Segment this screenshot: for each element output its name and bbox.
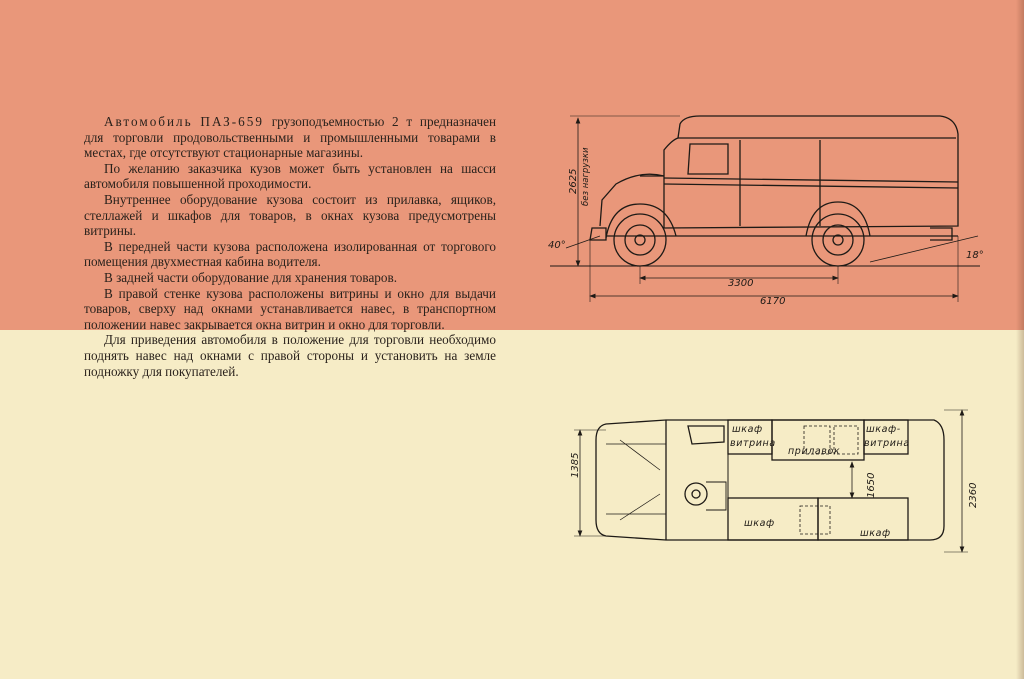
belt-line-lower xyxy=(664,184,958,188)
cabinet-bottom-right-label: шкаф xyxy=(860,528,891,539)
cabinet-right-label: шкаф- xyxy=(866,424,901,435)
paragraph-right-wall: В правой стенке кузова расположены витрины и окно для выдачи товаров, сверху над окнами устанавливается навес, в транспортном положении навес закрывается окна витрин и окно для торговли. xyxy=(84,285,496,332)
belt-line xyxy=(664,178,958,182)
front-angle-label: 40° xyxy=(548,240,566,251)
height-dim-label: 2625 xyxy=(568,168,579,194)
bumper xyxy=(590,228,606,240)
cabinet-left-label: шкаф xyxy=(732,424,763,435)
van-body-outline xyxy=(664,116,958,228)
rear-angle-label: 18° xyxy=(966,250,984,261)
cab-seat xyxy=(688,426,724,444)
side-view-drawing xyxy=(550,116,980,302)
intro-rest: грузоподъемностью 2 т предназначен для торговли продовольственными и промышленными товарами в местах, где отсутствуют стационарные магазины. xyxy=(84,114,497,161)
length-dim-label: 6170 xyxy=(760,296,786,307)
paragraph-cab: В передней части кузова расположена изолированная от торгового помещения двухместная кабина водителя. xyxy=(84,238,496,270)
plan-view-drawing xyxy=(574,410,968,552)
rear-wheel xyxy=(812,214,864,266)
paragraph-rear: В задней части оборудование для хранения товаров. xyxy=(104,269,398,285)
cab-width-dim-label: 1385 xyxy=(570,452,581,478)
rear-bumper xyxy=(930,228,952,240)
counter-label: прилавок xyxy=(788,446,841,457)
vehicle-model: ПАЗ-659 xyxy=(200,114,264,129)
showcase-left-label: витрина xyxy=(730,438,776,449)
intro-word: Автомобиль xyxy=(104,114,193,129)
paragraph-equipment: Внутреннее оборудование кузова состоит из прилавка, ящиков, стеллажей и шкафов для товаров, в окнах кузова предусмотрены витрины. xyxy=(84,191,496,239)
wheel-arch-rear xyxy=(806,202,870,236)
paragraph-trade-mode: Для приведения автомобиля в положение для торговли необходимо поднять навес над окнами с правой стороны и установить на земле подножку для покупателей. xyxy=(84,332,496,379)
interior-width-dim-label: 1650 xyxy=(866,472,877,498)
paragraph-chassis: По желанию заказчика кузов может быть установлен на шасси автомобиля повышенной проходимости. xyxy=(84,160,496,192)
spare-wheel xyxy=(685,483,707,505)
wheelbase-dim-label: 3300 xyxy=(728,278,754,289)
front-wheel xyxy=(614,214,666,266)
cabinet-bottom-left-label: шкаф xyxy=(744,518,775,529)
departure-angle-line xyxy=(870,236,978,262)
cab-window xyxy=(688,144,728,174)
height-note-label: без нагрузки xyxy=(581,147,591,206)
overall-width-dim-label: 2360 xyxy=(968,482,979,508)
approach-angle-line xyxy=(566,236,600,248)
showcase-right-label: витрина xyxy=(864,438,910,449)
